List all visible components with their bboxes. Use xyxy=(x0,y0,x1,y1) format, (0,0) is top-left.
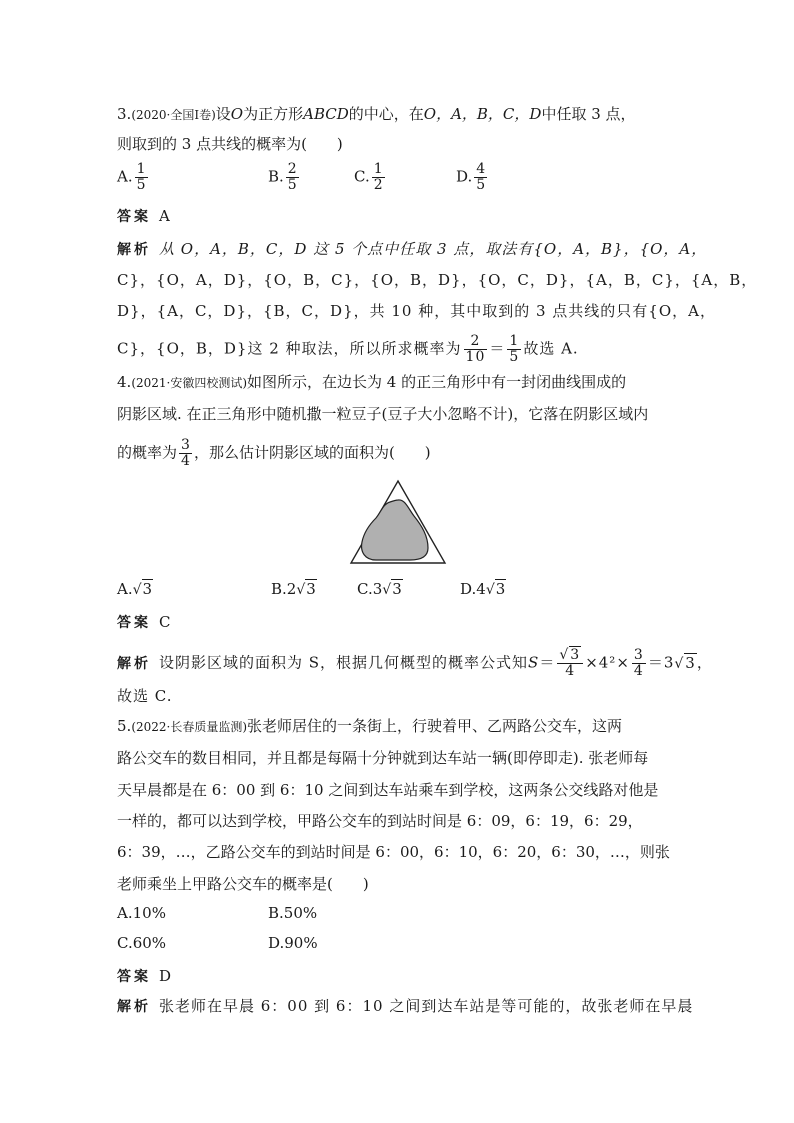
q4-analysis-line1: 解析 设阴影区域的面积为 S，根据几何概型的概率公式知S＝ $\frac{√3}{4}$ ×4²× $\frac{3}{4}$ ＝3√3， xyxy=(117,647,713,679)
q4-option-b: B.2√3 xyxy=(271,580,316,598)
q4-stem-line2: 阴影区域. 在正三角形中随机撒一粒豆子(豆子大小忽略不计)，它落在阴影区域内 xyxy=(117,405,649,423)
q5-stem-line6: 老师乘坐上甲路公交车的概率是( ) xyxy=(117,875,369,893)
q3-option-d: D. $\frac{4}{5}$ xyxy=(456,161,486,193)
q4-option-c: C.3√3 xyxy=(357,580,402,598)
q5-option-d: D.90% xyxy=(268,934,318,952)
triangle-figure xyxy=(348,478,448,566)
q5-option-b: B.50% xyxy=(268,904,318,922)
q5-option-a: A.10% xyxy=(117,904,166,922)
q4-analysis-line2: 故选 C. xyxy=(117,687,173,705)
shaded-region xyxy=(362,500,428,560)
q4-answer: 答案 C xyxy=(117,613,171,631)
q4-stem-line3: 的概率为 $\frac{3}{4}$ ，那么估计阴影区域的面积为( ) xyxy=(117,437,431,469)
q5-answer: 答案 D xyxy=(117,967,172,985)
q3-option-b: B. $\frac{2}{5}$ xyxy=(268,161,297,193)
q5-stem-line4: 一样的，都可以达到学校，甲路公交车的到站时间是 6：09，6：19，6：29， xyxy=(117,812,643,830)
q3-stem-line2: 则取到的 3 点共线的概率为( ) xyxy=(117,135,343,153)
q5-stem-line5: 6：39，…，乙路公交车的到站时间是 6：00，6：10，6：20，6：30，…，则张 xyxy=(117,843,670,861)
q4-option-d: D.4√3 xyxy=(460,580,506,598)
q3-answer: 答案 A xyxy=(117,207,170,225)
q5-stem-line3: 天早晨都是在 6：00 到 6：10 之间到达车站乘车到学校，这两条公交线路对他是 xyxy=(117,781,659,799)
q4-stem-line1: 4.(2021·安徽四校测试)如图所示，在边长为 4 的正三角形中有一封闭曲线围成的 xyxy=(117,373,627,391)
q3-analysis-line2: C}，{O，A，D}，{O，B，C}，{O，B，D}，{O，C，D}，{A，B，C}，{A，B， xyxy=(117,271,758,289)
q3-analysis-line3: D}，{A，C，D}，{B，C，D}，共 10 种，其中取到的 3 点共线的只有{O，A， xyxy=(117,302,716,320)
q4-option-a: A.√3 xyxy=(117,580,153,598)
q5-option-c: C.60% xyxy=(117,934,167,952)
q3-analysis-line1: 解析 从 O，A，B，C，D 这 5 个点中任取 3 点，取法有{O，A，B}，{O，A， xyxy=(117,240,708,258)
q5-stem-line1: 5.(2022·长春质量监测)张老师居住的一条街上，行驶着甲、乙两路公交车，这两 xyxy=(117,717,623,735)
q3-option-a: A. $\frac{1}{5}$ xyxy=(117,161,146,193)
q5-analysis-line1: 解析 张老师在早晨 6：00 到 6：10 之间到达车站是等可能的，故张老师在早晨 xyxy=(117,997,694,1015)
q3-analysis-line4: C}，{O，B，D}这 2 种取法，所以所求概率为 $\frac{2}{10}$ ＝ $\frac{1}{5}$ 故选 A. xyxy=(117,333,579,365)
q3-stem-line1: 3.(2020·全国Ⅰ卷)设O为正方形ABCD的中心，在O，A，B，C，D中任取 3 点， xyxy=(117,105,636,123)
q5-stem-line2: 路公交车的数目相同，并且都是每隔十分钟就到达车站一辆(即停即走). 张老师每 xyxy=(117,749,649,767)
q3-option-c: C. $\frac{1}{2}$ xyxy=(354,161,383,193)
